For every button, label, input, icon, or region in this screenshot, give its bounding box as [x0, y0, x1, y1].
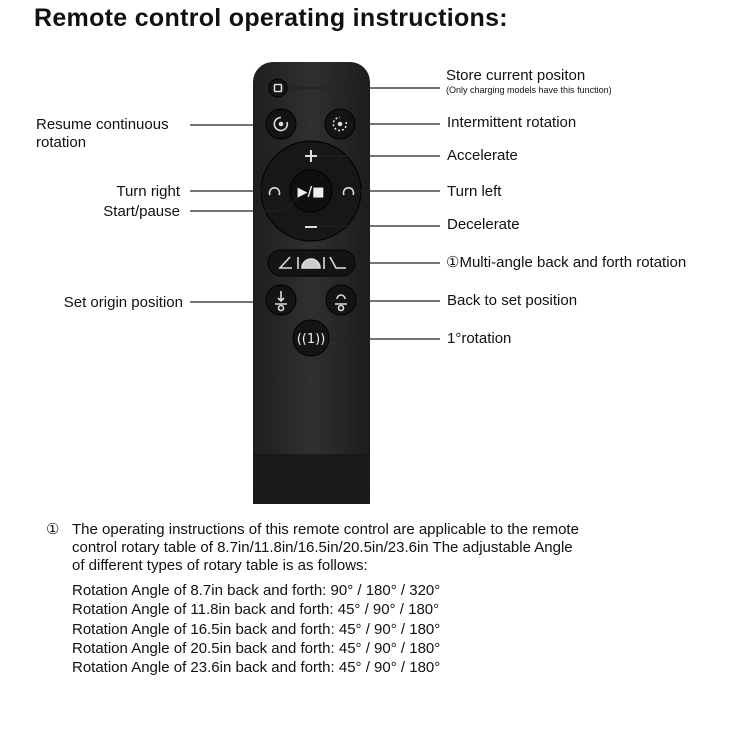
- angle-row: Rotation Angle of 11.8in back and forth: 45° / 90° / 180°: [72, 601, 440, 619]
- label-set-origin: Set origin position: [63, 294, 183, 311]
- label-decelerate: Decelerate: [447, 216, 520, 233]
- footnote-line: The operating instructions of this remote control are applicable to the remote: [72, 521, 579, 538]
- label-one-degree: 1°rotation: [447, 330, 512, 347]
- label-intermittent: Intermittent rotation: [447, 114, 577, 131]
- label-store: Store current positon: [446, 67, 586, 84]
- label-resume-2: rotation: [36, 134, 87, 151]
- angle-row: Rotation Angle of 23.6in back and forth: 45° / 90° / 180°: [72, 659, 441, 677]
- footnote-line: control rotary table of 8.7in/11.8in/16.5in/20.5in/23.6in The adjustable Angle: [72, 539, 573, 556]
- footnote-line: of different types of rotary table is as follows:: [72, 557, 368, 574]
- label-start-pause: Start/pause: [103, 203, 180, 220]
- page-title: Remote control operating instructions:: [34, 4, 508, 32]
- play-pause-icon: ▶/■: [297, 185, 325, 200]
- label-turn-right: Turn right: [116, 183, 180, 200]
- label-store-note: (Only charging models have this function): [446, 85, 612, 95]
- one-degree-icon: ((1)): [296, 332, 326, 347]
- angle-row: Rotation Angle of 20.5in back and forth: 45° / 90° / 180°: [72, 639, 441, 657]
- angle-row: Rotation Angle of 8.7in back and forth: 90° / 180° / 320°: [72, 582, 441, 599]
- angle-row: Rotation Angle of 16.5in back and forth: 45° / 90° / 180°: [72, 620, 441, 638]
- label-resume-1: Resume continuous: [36, 116, 169, 133]
- label-back-to-set: Back to set position: [447, 292, 578, 309]
- store-button[interactable]: [269, 79, 287, 97]
- label-accelerate: Accelerate: [447, 147, 518, 164]
- footnote-marker: ①: [46, 521, 60, 538]
- label-turn-left: Turn left: [447, 183, 502, 200]
- footnote: [46, 521, 579, 677]
- label-multi-angle: ①Multi-angle back and forth rotation: [446, 254, 687, 271]
